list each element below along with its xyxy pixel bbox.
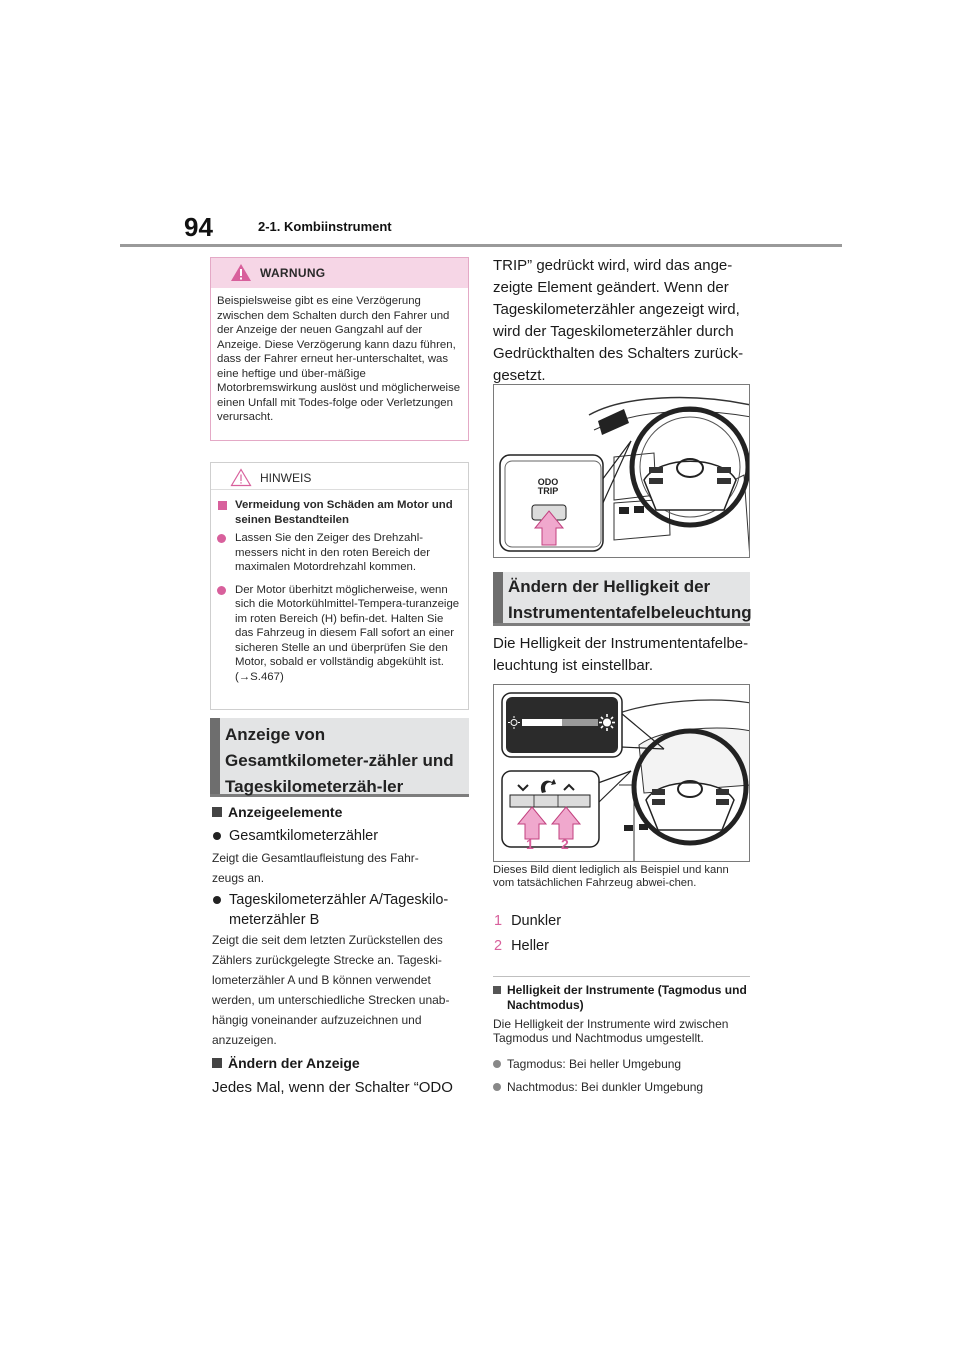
- warning-icon: [230, 263, 252, 282]
- section-heading-brightness: Ändern der Helligkeit der Instrumententafelbeleuchtung: [493, 572, 750, 626]
- figure-callout-1: 1: [526, 836, 534, 852]
- figure-odo-trip-switch: [493, 384, 750, 558]
- subheading-instrument-brightness: Helligkeit der Instrumente (Tagmodus und Nachtmodus): [493, 983, 750, 1012]
- numbered-item: 1 Dunkler: [494, 913, 562, 929]
- list-item: Gesamtkilometerzähler: [212, 826, 484, 846]
- square-bullet-icon: [212, 807, 222, 817]
- bullet-dot-icon: [213, 832, 221, 840]
- bullet-dot-icon: [493, 1083, 501, 1091]
- odo-trip-label: ODO TRIP: [537, 477, 559, 496]
- subheading-display-elements: Anzeigeelemente: [212, 804, 342, 820]
- section-heading-odometer: Anzeige von Gesamtkilometer-zähler und Tageskilometerzäh-ler: [210, 718, 469, 797]
- figure-callout-2: 2: [561, 836, 569, 852]
- square-bullet-icon: [218, 501, 227, 510]
- note-box: [210, 462, 469, 710]
- note-subheading: Vermeidung von Schäden am Motor und seinen Bestandteilen: [217, 498, 462, 527]
- list-item: Nachtmodus: Bei dunkler Umgebung: [493, 1080, 703, 1094]
- square-bullet-icon: [493, 986, 501, 994]
- figure-caption: Dieses Bild dient lediglich als Beispiel und kann vom tatsächlichen Fahrzeug abwei-chen.: [493, 864, 729, 889]
- caution-icon: [230, 468, 252, 487]
- warning-text: Beispielsweise gibt es eine Verzögerung zwischen dem Schalten durch den Fahrer und der Anzeige der neuen Gangzahl auf der Anzeige. Diese Verzögerung kann dazu führen, dass der Fahrer erneut her-unterschaltet, was eine heftige und über-mäßige Motorbremswirkung auslöst und möglicherweise einen Unfall mit Todes-folge oder Verletzungen verursacht.: [217, 295, 461, 423]
- bullet-dot-icon: [217, 586, 226, 595]
- item-description: Zeigt die Gesamtlaufleistung des Fahr-zeugs an.: [212, 851, 419, 885]
- numbered-item: 2 Heller: [494, 938, 549, 954]
- page-number: 94: [184, 212, 213, 242]
- heading-bar: [493, 572, 503, 623]
- paragraph: Jedes Mal, wenn der Schalter “ODO: [212, 1079, 453, 1096]
- bullet-dot-icon: [217, 534, 226, 543]
- item-description: Zeigt die seit dem letzten Zurückstellen des Zählers zurückgelegte Strecke an. Tageski-lometerzähler A und B können verwendet werden, um unterschiedliche Strecken unab-hängig voneinander aufzuzeichnen und anzuzeigen.: [212, 933, 450, 1047]
- warning-title: WARNUNG: [260, 266, 326, 280]
- bullet-dot-icon: [213, 896, 221, 904]
- list-item: Tagmodus: Bei heller Umgebung: [493, 1057, 681, 1071]
- note-bullet: Lassen Sie den Zeiger des Drehzahl-messers nicht in den roten Bereich der maximalen Motordrehzahl kommen.: [217, 531, 462, 575]
- paragraph: TRIP” gedrückt wird, wird das ange-zeigte Element geändert. Wenn der Tageskilometerzähler angezeigt wird, wird der Tageskilometerzähler durch Gedrückthalten des Schalters zurück-gesetzt.: [493, 257, 744, 384]
- header-rule: [120, 244, 842, 247]
- list-item: Tageskilometerzähler A/Tageskilo-meterzähler B: [212, 890, 484, 930]
- heading-bar: [210, 718, 220, 794]
- note-bullet: Der Motor überhitzt möglicherweise, wenn sich die Motorkühlmittel-Tempera-turanzeige im roten Bereich (H) befin-det. Halten Sie das Fahrzeug in diesem Fall sofort an einer sicheren Stelle an und überprüfen Sie den Motor, sobald er vollständig abgekühlt ist. (→S.467): [217, 583, 462, 685]
- paragraph: Die Helligkeit der Instrumententafelbe-leuchtung ist einstellbar.: [493, 635, 749, 674]
- divider: [493, 976, 750, 977]
- subheading-change-display: Ändern der Anzeige: [212, 1055, 360, 1071]
- warning-box: [210, 257, 469, 441]
- warning-header: [211, 258, 468, 288]
- paragraph: Die Helligkeit der Instrumente wird zwischen Tagmodus und Nachtmodus umgestellt.: [493, 1017, 729, 1045]
- note-header: [211, 463, 468, 490]
- square-bullet-icon: [212, 1058, 222, 1068]
- bullet-dot-icon: [493, 1060, 501, 1068]
- dashboard-illustration: [494, 385, 750, 558]
- note-title: HINWEIS: [260, 471, 312, 485]
- section-title: 2-1. Kombiinstrument: [258, 219, 392, 234]
- figure-brightness-control: [493, 684, 750, 862]
